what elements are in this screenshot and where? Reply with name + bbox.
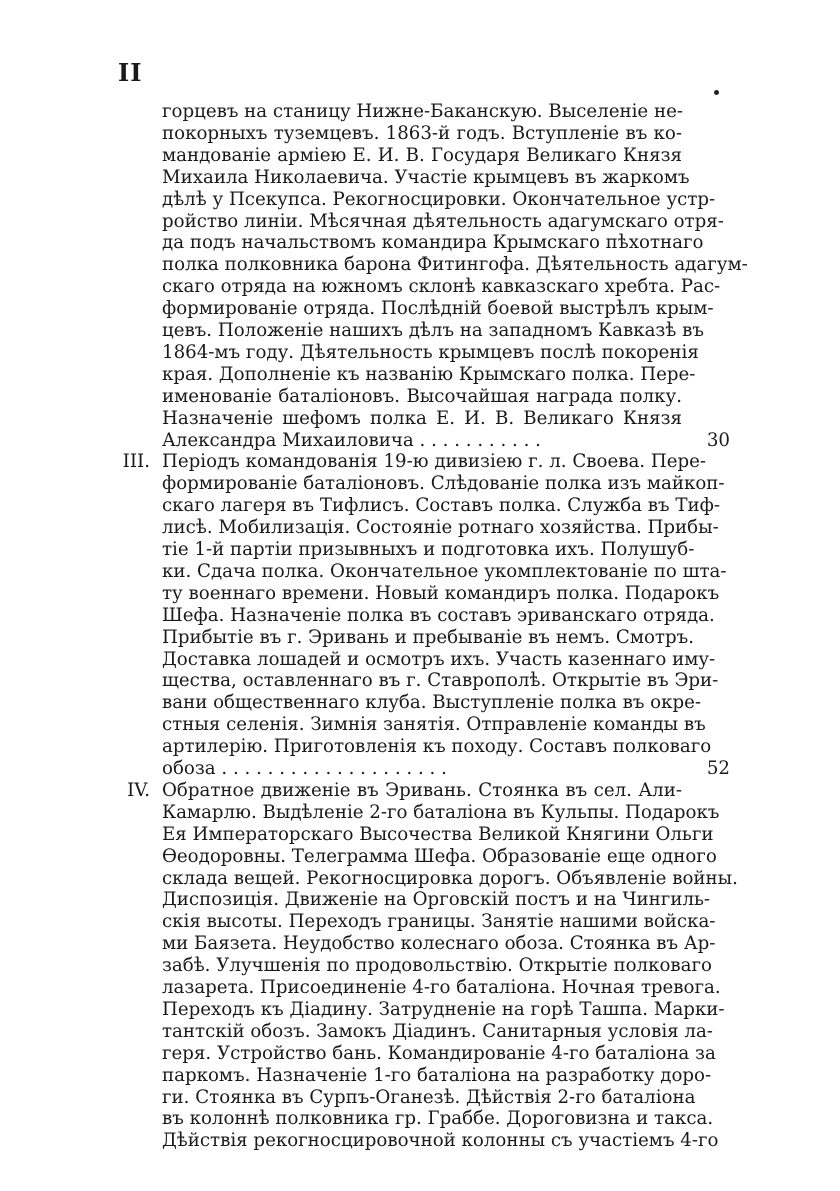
text-line: именованіе баталіоновъ. Высочайшая награда полку. bbox=[162, 385, 682, 407]
text-line: Періодъ командованія 19-ю дивизіею г. л. Своева. Пере- bbox=[162, 451, 707, 473]
page-reference: 30 bbox=[706, 429, 730, 451]
text-line: формированіе баталіоновъ. Слѣдованіе полка изъ майкоп- bbox=[162, 473, 725, 495]
text-line: края. Дополненіе къ названію Крымскаго полка. Пере- bbox=[162, 363, 696, 385]
text-line: полка полковника барона Фитингофа. Дѣятельность адагум- bbox=[162, 254, 748, 276]
text-line: ги. Стоянка въ Сурпъ-Оганезѣ. Дѣйствія 2-го баталіона bbox=[162, 1086, 696, 1108]
page-reference: 52 bbox=[706, 758, 730, 779]
text-line: ки. Сдача полка. Окончательное укомплектованіе по шта- bbox=[162, 560, 727, 582]
text-line: Александра Михаиловича . . . . . . . . . . . bbox=[162, 429, 541, 451]
print-mark bbox=[714, 90, 719, 95]
text-line: забѣ. Улучшенія по продовольствію. Открытіе полковаго bbox=[162, 955, 712, 977]
text-line: 1864-мъ году. Дѣятельность крымцевъ послѣ покоренія bbox=[162, 341, 699, 363]
text-line: покорныхъ туземцевъ. 1863-й годъ. Вступленіе въ ко- bbox=[162, 122, 682, 144]
text-line: въ колоннѣ полковника гр. Граббе. Дороговизна и такса. bbox=[162, 1108, 714, 1130]
text-line: Дѣйствія рекогносцировочной колонны съ участіемъ 4-го bbox=[162, 1130, 719, 1152]
text-line: ту военнаго времени. Новый командиръ полка. Подарокъ bbox=[162, 582, 720, 604]
text-line: Ѳеодоровны. Телеграмма Шефа. Образованіе еще одного bbox=[162, 845, 717, 867]
text-line: мандованіе арміею Е. И. В. Государя Великаго Князя bbox=[162, 144, 682, 166]
text-line: Доставка лошадей и осмотръ ихъ. Участь казеннаго иму- bbox=[162, 648, 716, 670]
text-line: вани общественнаго клуба. Выступленіе полка въ окре- bbox=[162, 692, 702, 714]
text-line: Ея Императорскаго Высочества Великой Княгини Ольги bbox=[162, 823, 714, 845]
text-line: скаго отряда на южномъ склонѣ кавказскаго хребта. Рас- bbox=[162, 276, 721, 298]
text-line: скія высоты. Переходъ границы. Занятіе нашими войска- bbox=[162, 911, 716, 933]
text-line: ми Баязета. Неудобство колеснаго обоза. Стоянка въ Ар- bbox=[162, 933, 716, 955]
text-line: тантскій обозъ. Замокъ Діадинъ. Санитарныя условія ла- bbox=[162, 1020, 713, 1042]
section-roman-numeral: IV. bbox=[127, 779, 150, 801]
text-line: геря. Устройство бань. Командированіе 4-го баталіона за bbox=[162, 1042, 716, 1064]
text-line: паркомъ. Назначеніе 1-го баталіона на разработку доро- bbox=[162, 1064, 712, 1086]
text-line: артилерію. Приготовленія къ походу. Составъ полковаго bbox=[162, 736, 712, 758]
section-roman-numeral: III. bbox=[122, 451, 150, 473]
text-line: цевъ. Положеніе нашихъ дѣлъ на западномъ Кавказѣ въ bbox=[162, 320, 704, 341]
text-line: Переходъ къ Діадину. Затрудненіе на горѣ Ташпа. Марки- bbox=[162, 998, 725, 1020]
text-line: Михаила Николаевича. Участіе крымцевъ въ жаркомъ bbox=[162, 166, 690, 188]
text-line: ройство линіи. Мѣсячная дѣятельность адагумскаго отря- bbox=[162, 210, 724, 232]
text-line: Шефа. Назначеніе полка въ составъ эриванскаго отряда. bbox=[162, 604, 715, 626]
text-line: лисѣ. Мобилизація. Состояніе ротнаго хозяйства. Прибы- bbox=[162, 517, 719, 539]
text-line: скаго лагеря въ Тифлисъ. Составъ полка. Служба въ Тиф- bbox=[162, 495, 720, 517]
text-line: щества, оставленнаго въ г. Ставрополѣ. Открытіе въ Эри- bbox=[162, 670, 719, 692]
text-line: Назначеніе шефомъ полка Е. И. В. Великаго Князя bbox=[162, 407, 682, 429]
text-line: стныя селенія. Зимнія занятія. Отправленіе команды въ bbox=[162, 714, 706, 736]
text-line: да подъ начальствомъ командира Крымскаго пѣхотнаго bbox=[162, 232, 704, 254]
text-line: Диспозиція. Движеніе на Орговскій постъ и на Чингиль- bbox=[162, 889, 711, 911]
text-line: лазарета. Присоединеніе 4-го баталіона. Ночная тревога. bbox=[162, 977, 721, 998]
text-line: формированіе отряда. Послѣдній боевой выстрѣлъ крым- bbox=[162, 298, 714, 320]
text-line: обоза . . . . . . . . . . . . . . . . . . . . bbox=[162, 758, 447, 779]
text-line: Прибытіе въ г. Эривань и пребываніе въ немъ. Смотръ. bbox=[162, 626, 694, 648]
text-line: склада вещей. Рекогносцировка дорогъ. Объявленіе войны. bbox=[162, 867, 738, 889]
page-number: II bbox=[118, 58, 143, 87]
text-line: Обратное движеніе въ Эривань. Стоянка въ сел. Али- bbox=[162, 779, 682, 801]
text-line: дѣлѣ у Псекупса. Рекогносцировки. Окончательное устр- bbox=[162, 188, 716, 210]
text-line: тіе 1-й партіи призывныхъ и подготовка ихъ. Полушуб- bbox=[162, 539, 695, 560]
text-line: Камарлю. Выдѣленіе 2-го баталіона въ Кульпы. Подарокъ bbox=[162, 801, 720, 823]
text-line: горцевъ на станицу Нижне-Баканскую. Выселеніе не- bbox=[162, 101, 683, 122]
